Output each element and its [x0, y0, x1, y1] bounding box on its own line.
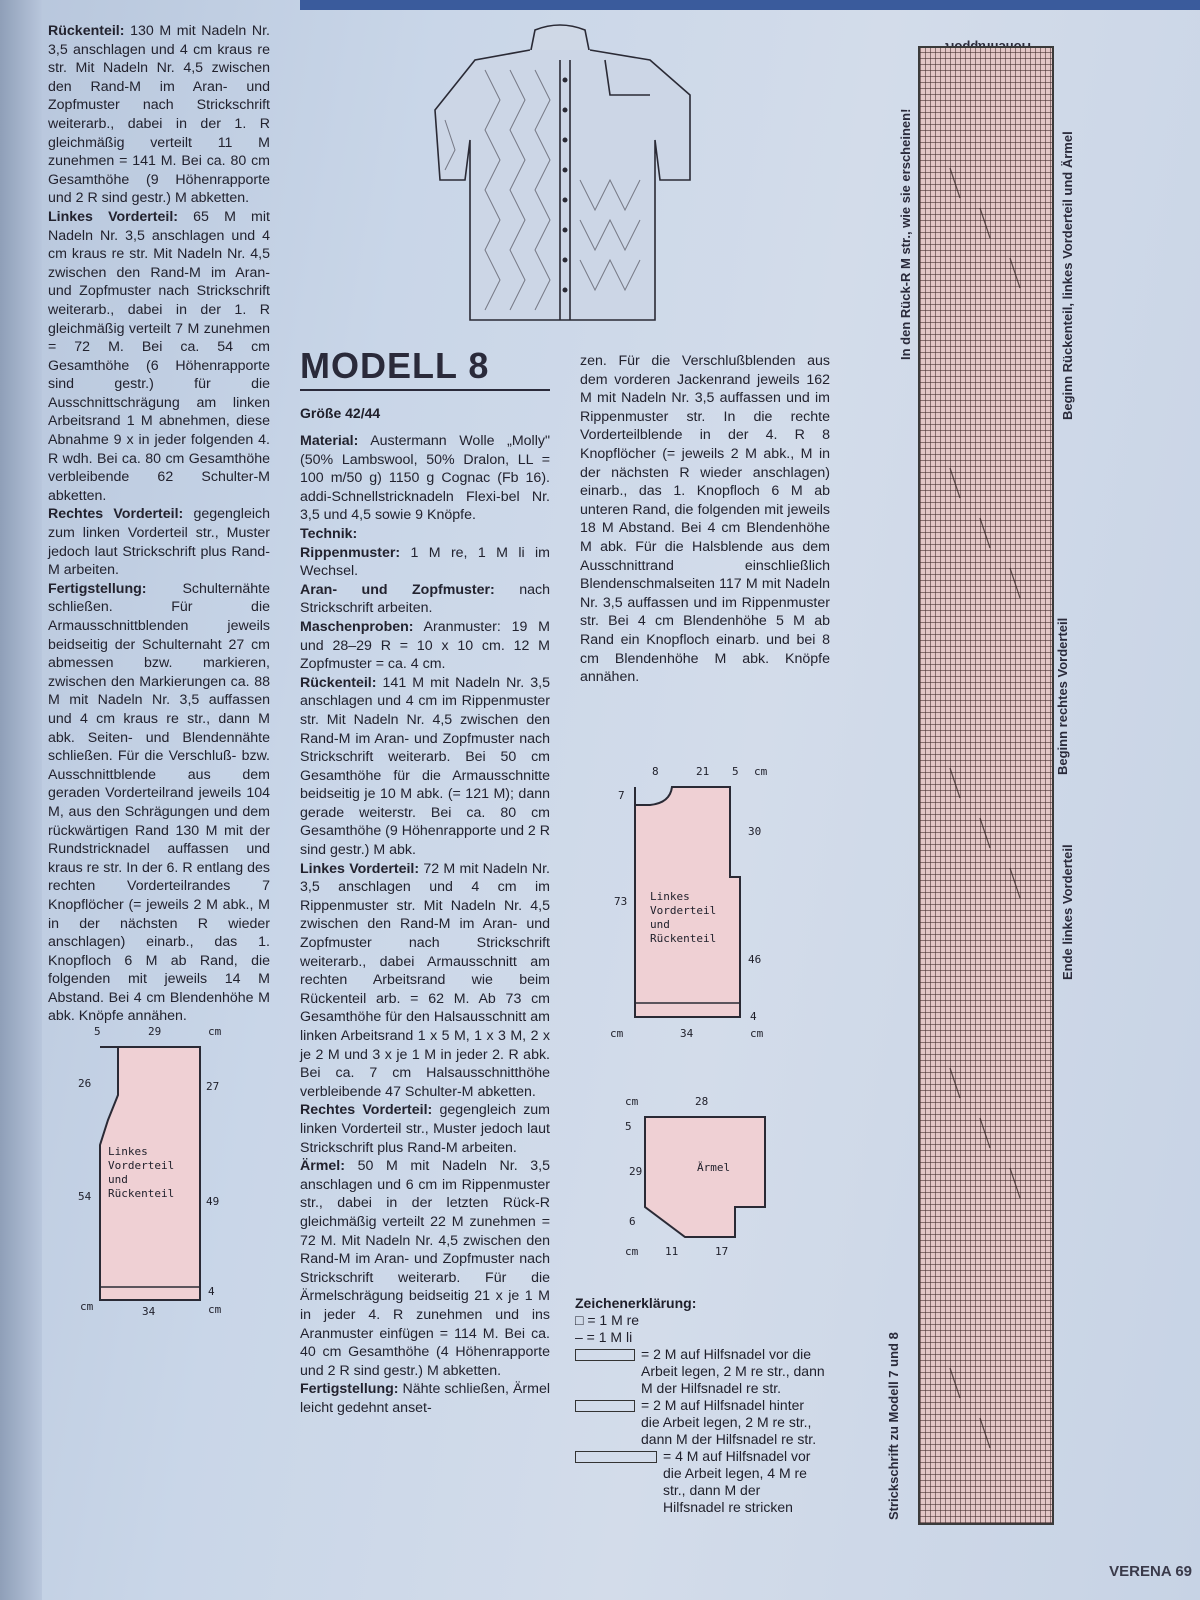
cable-back-4-icon — [575, 1400, 635, 1412]
heading-rueckenteil: Rückenteil: — [48, 23, 125, 39]
page-edge — [0, 0, 42, 1600]
text-linkes-vorderteil-m8: 72 M mit Nadeln Nr. 3,5 anschlagen und 4 cm im Rippenmuster str. Mit Nadeln Nr. 4,5 zwischen den Rand-M im Aran- und Zopfmuster nach Strickschrift weiterarb., dabei Armausschnitt am rechten Arbeitsrand wie beim Rückenteil arb. = 62 M. Ab 73 cm Gesamthöhe für den Halsausschnitt am linken Arbeitsrand 1 x 5 M, 1 x 3 M, 2 x je 2 M und 3 x je 1 M in jeder 2. R abk. Bei ca. 7 cm Halsausschnitthöhe verbleibende 47 Schulter-M abketten. — [300, 860, 550, 1100]
schematic-sleeve — [625, 1095, 795, 1260]
text-rueckenteil: 130 M mit Nadeln Nr. 3,5 anschlagen und 4 cm kraus re str. Mit Nadeln Nr. 4,5 zwischen den Rand-M im Aran- und Zopfmuster nach Strickschrift weiterarb., dabei in der 1. R gleichmäßig verteilt 11 M zunehmen = 141 M. Bei ca. 80 cm Gesamthöhe (9 Höhenrapporte und 2 R sind gestr.) M abketten. — [48, 23, 270, 207]
dim-left-left-1: 26 — [78, 1077, 92, 1090]
heading-rueckenteil-m8: Rückenteil: — [300, 674, 377, 691]
heading-rechtes-vorderteil-m8: Rechtes Vorderteil: — [300, 1102, 433, 1119]
dim-top-right-4: cm — [754, 765, 768, 778]
dim-sleeve-bottom-2: 17 — [715, 1245, 729, 1258]
dim-top-left-2: 29 — [148, 1025, 162, 1038]
chart-cable-marks — [920, 48, 1052, 1523]
dim-bottom-right: 34 — [680, 1027, 694, 1040]
dim-top-right-2: 21 — [696, 765, 710, 778]
legend-heading: Zeichenerklärung: — [575, 1295, 697, 1311]
dim-left-left-2: 54 — [78, 1190, 92, 1203]
text-rippenmuster: 1 M re, 1 M li im Wechsel. — [300, 544, 550, 580]
dim-left-left-3: cm — [80, 1300, 94, 1313]
schematic-sleeve-label: Ärmel — [697, 1161, 731, 1174]
magazine-name: VERENA — [1109, 1563, 1172, 1580]
size-line: Größe 42/44 — [300, 405, 381, 421]
legend-item-purl: – = 1 M li — [575, 1329, 633, 1345]
dim-sleeve-bottom-1: 11 — [665, 1245, 679, 1258]
schematic-sleeve-outline — [625, 1095, 795, 1260]
text-rechtes-vorderteil-m8: gegengleich zum linken Vorderteil str., Muster jedoch laut Strickschrift plus Rand-M arbeiten. — [300, 1102, 550, 1156]
dim-top-right-3: 5 — [732, 765, 739, 778]
chart-left-label-top: In den Rück-R M str., wie sie erscheinen! — [898, 108, 913, 360]
dim-right-right-2: 46 — [748, 953, 762, 966]
chart-right-label-bottom: Ende linkes Vorderteil — [1060, 844, 1075, 980]
text-fertigstellung: Schulternähte schließen. Für die Armausschnittblenden jeweils beidseitig der Schulternaht 27 cm abmessen bzw. markieren, zwischen den Markierungen ca. 88 M mit Nadeln Nr. 3,5 auffassen und 4 cm kraus re str., dann M abk. Seiten- und Blendennähte schließen. Für die Verschluß- bzw. Ausschnittblende aus dem geraden Vorderteilrand jeweils 104 M, aus den Schrägungen und dem rückwärtigen Rand 130 M mit der Rundstricknadel auffassen und kraus re str. In der 6. R entlang des rechten Vorderteilrandes 7 Knopflöcher (= jeweils 2 M abk., M in der nächsten R wieder anschlagen) einarb., das 1. Knopfloch 6 M ab Rand, die folgenden mit jeweils 14 M Abstand. Bei 4 cm Blendenhöhe M abk. Knöpfe annähen. — [48, 580, 270, 1025]
dim-right-left-3: 4 — [208, 1285, 215, 1298]
dim-sleeve-left-2: 29 — [629, 1165, 643, 1178]
text-linkes-vorderteil: 65 M mit Nadeln Nr. 3,5 anschlagen und 4 cm kraus re str. Mit Nadeln Nr. 4,5 zwischen den Rand-M im Aran- und Zopfmuster nach Strickschrift weiterarb., dabei in der 1. R gleichmäßig verteilt 7 M zunehmen = 72 M. Bei ca. 54 cm Gesamthöhe (6 Höhenrapporte sind gestr.) für die Ausschnittschrägung am linken Arbeitsrand 1 M abnehmen, diese Abnahme 9 x in jeder folgenden 4. R wdh. Bei ca. 80 cm Gesamthöhe verbleibende 62 Schulter-M abketten. — [48, 208, 270, 504]
dim-right-left-2: 49 — [206, 1195, 220, 1208]
dim-sleeve-left-4: cm — [625, 1245, 639, 1258]
dim-right-right-1: 30 — [748, 825, 762, 838]
legend-item-cable-front: = 2 M auf Hilfsnadel vor die Arbeit legen, 2 M re str., dann M der Hilfsnadel re str. — [641, 1346, 825, 1396]
dim-left-right-1: 7 — [618, 789, 625, 802]
dim-bottom-left: 34 — [142, 1305, 156, 1318]
heading-aran-zopfmuster: Aran- und Zopfmuster: — [300, 581, 495, 598]
cardigan-illustration — [415, 20, 695, 330]
top-rule — [300, 0, 1200, 10]
legend-item-cable-back: = 2 M auf Hilfsnadel hinter die Arbeit legen, 2 M re str., dann M der Hilfsnadel re str. — [641, 1397, 817, 1447]
dim-sleeve-left-1: 5 — [625, 1120, 632, 1133]
heading-fertigstellung-m8: Fertigstellung: — [300, 1381, 399, 1398]
dim-right-left-4: cm — [208, 1303, 222, 1316]
text-rechtes-vorderteil: gegengleich zum linken Vorderteil str., Muster jedoch laut Strickschrift plus Rand-M arbeiten. — [48, 506, 270, 579]
chart-left-label-bottom: Strickschrift zu Modell 7 und 8 — [886, 1332, 901, 1520]
text-material: Austermann Wolle „Molly" (50% Lambswool, 50% Dralon, LL = 100 m/50 g) 1150 g Cognac (Fb 16). addi-Schnellstricknadeln Flexi-bel Nr. 3,5 und 4,5 sowie 9 Knöpfe. — [300, 433, 550, 524]
heading-linkes-vorderteil-m8: Linkes Vorderteil: — [300, 860, 420, 877]
left-text-column — [48, 22, 270, 1026]
text-verschlussblenden: zen. Für die Verschlußblenden aus dem vorderen Jackenrand jeweils 162 M mit Nadeln Nr. 3,5 auffassen und im Rippenmuster str. In die rechte Vorderteilblende in der 4. R 8 Knopflöcher (= jeweils 2 M abk., M in der nächsten R wieder anschlagen) einarb., das 1. Knopfloch 6 M ab unteren Rand, die folgenden mit jeweils 18 M Abstand. Bei 4 cm Blendenhöhe M abk. Für die Halsblende aus dem Ausschnittrand einschließlich Blendenschmalseiten 117 M mit Nadeln Nr. 3,5 auffassen und im Rippenmuster str. Bei 4 cm Blendenhöhe 5 M ab Rand ein Knopfloch einarb. und bei 8 cm Blendenhöhe M abk. Knöpfe annähen. — [580, 353, 830, 686]
cable-front-8-icon — [575, 1451, 657, 1463]
dim-left-right-2: 73 — [614, 895, 628, 908]
text-rueckenteil-m8: 141 M mit Nadeln Nr. 3,5 anschlagen und 4 cm im Rippenmuster str. Mit Nadeln Nr. 4,5 zwischen den Rand-M im Aran- und Zopfmuster nach Strickschrift weiterarb. Bei 50 cm Gesamthöhe für die Armausschnitte beidseitig je 10 M abk. (= 121 M); dann gerade weiterstr. Bei ca. 80 cm Gesamthöhe (9 Höhenrapporte und 2 R sind gestr.) M abk. — [300, 674, 551, 859]
dim-right-right-3: 4 — [750, 1010, 757, 1023]
dim-right-left-1: 27 — [206, 1080, 220, 1093]
middle-text-column — [300, 432, 550, 1417]
text-maschenproben: Aranmuster: 19 M und 28–29 R = 10 x 10 cm. 12 M Zopfmuster = ca. 4 cm. — [300, 618, 550, 673]
dim-sleeve-left-3: 6 — [629, 1215, 636, 1228]
dim-top-left-3: cm — [208, 1025, 222, 1038]
heading-maschenproben: Maschenproben: — [300, 618, 414, 635]
right-text-column — [580, 352, 830, 687]
page-number: 69 — [1175, 1563, 1192, 1580]
heading-technik: Technik: — [300, 525, 358, 542]
dim-sleeve-top-2: 28 — [695, 1095, 709, 1108]
model-title: MODELL 8 — [300, 345, 550, 391]
text-aran-zopfmuster: nach Strickschrift arbeiten. — [300, 581, 550, 617]
cable-front-4-icon — [575, 1349, 635, 1361]
schematic-right — [610, 765, 790, 1055]
dim-right-right-4: cm — [750, 1027, 764, 1040]
text-aermel: 50 M mit Nadeln Nr. 3,5 anschlagen und 6 cm im Rippenmuster str., dabei in der letzten Rück-R gleichmäßig verteilt 22 M zunehmen = 72 M. Mit Nadeln Nr. 4,5 zwischen den Rand-M im Aran- und Zopfmuster nach Strickschrift weiterarb. Für die Ärmelschrägung beidseitig 21 x je 1 M in jeder 4. R zunehmen und ins Aranmuster einfügen = 114 M. Bei ca. 40 cm Gesamthöhe (4 Höhenrapporte und 2 R sind gestr.) M abketten. — [300, 1158, 550, 1379]
schematic-right-label: Linkes Vorderteil und Rückenteil — [650, 890, 717, 945]
text-fertigstellung-m8: Nähte schließen, Ärmel leicht gedehnt anset- — [300, 1381, 550, 1416]
dim-sleeve-top-1: cm — [625, 1095, 639, 1108]
heading-fertigstellung: Fertigstellung: — [48, 580, 147, 597]
heading-aermel: Ärmel: — [300, 1158, 345, 1175]
legend-block — [575, 1295, 825, 1516]
knitting-chart — [918, 46, 1054, 1525]
page-footer — [1109, 1563, 1192, 1580]
dim-top-right-1: 8 — [652, 765, 659, 778]
chart-right-label-top: Beginn Rückenteil, linkes Vorderteil und Ärmel — [1060, 131, 1075, 420]
schematic-left — [80, 1025, 250, 1325]
schematic-left-label: Linkes Vorderteil und Rückenteil — [108, 1145, 175, 1200]
heading-material: Material: — [300, 433, 359, 449]
dim-left-right-3: cm — [610, 1027, 624, 1040]
chart-right-label-mid: Beginn rechtes Vorderteil — [1055, 617, 1070, 775]
dim-top-left-1: 5 — [94, 1025, 101, 1038]
legend-item-cable-8: = 4 M auf Hilfsnadel vor die Arbeit legen, 4 M re str., dann M der Hilfsnadel re stricken — [663, 1448, 811, 1515]
heading-linkes-vorderteil: Linkes Vorderteil: — [48, 208, 178, 225]
heading-rippenmuster: Rippenmuster: — [300, 544, 401, 561]
heading-rechtes-vorderteil: Rechtes Vorderteil: — [48, 506, 184, 523]
legend-item-knit: □ = 1 M re — [575, 1312, 640, 1328]
